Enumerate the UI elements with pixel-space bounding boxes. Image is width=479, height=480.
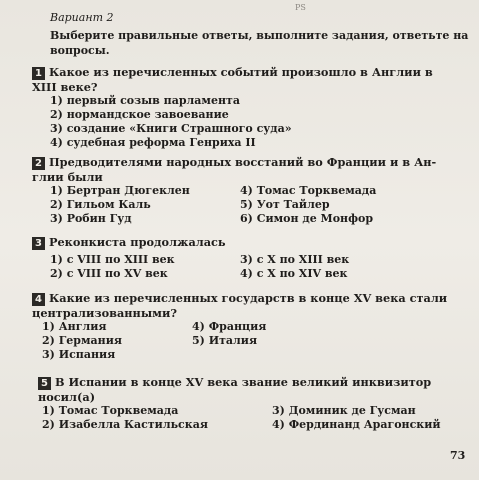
question-1-line-1: Какое из перечисленных событий произошло в Англии в (49, 65, 433, 79)
question-3-options-left (50, 253, 175, 281)
option: 4) с X по XIV век (240, 267, 348, 280)
question-1-options (50, 94, 292, 150)
question-5-number: 5 (38, 377, 51, 390)
variant-title: Вариант 2 (50, 11, 114, 24)
question-5-text (38, 375, 431, 404)
question-1-line-2: XIII веке? (32, 80, 98, 94)
option: 3) создание «Книги Страшного суда» (50, 122, 292, 135)
question-4-number: 4 (32, 293, 45, 306)
question-5-line-1: В Испании в конце XV века звание великий инквизитор (55, 375, 432, 389)
option: 1) Томас Торквемада (42, 404, 179, 417)
option: 1) с VIII по XIII век (50, 253, 175, 266)
question-4-options-right (192, 320, 266, 348)
option: 2) нормандское завоевание (50, 108, 229, 121)
option: 4) Франция (192, 320, 267, 333)
option: 5) Уот Тайлер (240, 198, 330, 211)
question-5-options-right (272, 404, 441, 432)
question-2-line-2: глии были (32, 170, 103, 184)
option: 3) Испания (42, 348, 116, 361)
question-2-options-left (50, 184, 190, 226)
question-2-text (32, 155, 436, 184)
option: 6) Симон де Монфор (240, 212, 374, 225)
question-4-line-2: централизованными? (32, 306, 177, 320)
question-5-line-2: носил(а) (38, 390, 96, 404)
option: 4) судебная реформа Генриха II (50, 136, 256, 149)
question-4-text (32, 291, 447, 320)
question-3-text (32, 235, 226, 250)
option: 3) Робин Гуд (50, 212, 132, 225)
question-2-options-right (240, 184, 376, 226)
question-3-line-1: Реконкиста продолжалась (49, 235, 226, 249)
question-2-number: 2 (32, 157, 45, 170)
question-5-options-left (42, 404, 208, 432)
instructions-line-1: Выберите правильные ответы, выполните задания, ответьте на (50, 29, 469, 42)
question-4-line-1: Какие из перечисленных государств в конце XV века стали (49, 291, 448, 305)
option: 5) Италия (192, 334, 258, 347)
instructions-line-2: вопросы. (50, 44, 110, 57)
question-2-line-1: Предводителями народных восстаний во Франции и в Ан- (49, 155, 437, 169)
option: 2) Гильом Каль (50, 198, 151, 211)
option: 2) Германия (42, 334, 122, 347)
option: 1) Бертран Дюгеклен (50, 184, 190, 197)
instructions (50, 28, 468, 58)
option: 3) Доминик де Гусман (272, 404, 416, 417)
page-number: 73 (450, 449, 466, 462)
question-4-options-left (42, 320, 122, 362)
question-1-number: 1 (32, 67, 45, 80)
question-3-number: 3 (32, 237, 45, 250)
option: 4) Фердинанд Арагонский (272, 418, 441, 431)
option: 1) Англия (42, 320, 107, 333)
question-3-options-right (240, 253, 349, 281)
faint-mark: PS (295, 3, 306, 12)
option: 4) Томас Торквемада (240, 184, 377, 197)
option: 1) первый созыв парламента (50, 94, 240, 107)
option: 3) с X по XIII век (240, 253, 350, 266)
question-1-text (32, 65, 433, 94)
option: 2) Изабелла Кастильская (42, 418, 208, 431)
option: 2) с VIII по XV век (50, 267, 168, 280)
